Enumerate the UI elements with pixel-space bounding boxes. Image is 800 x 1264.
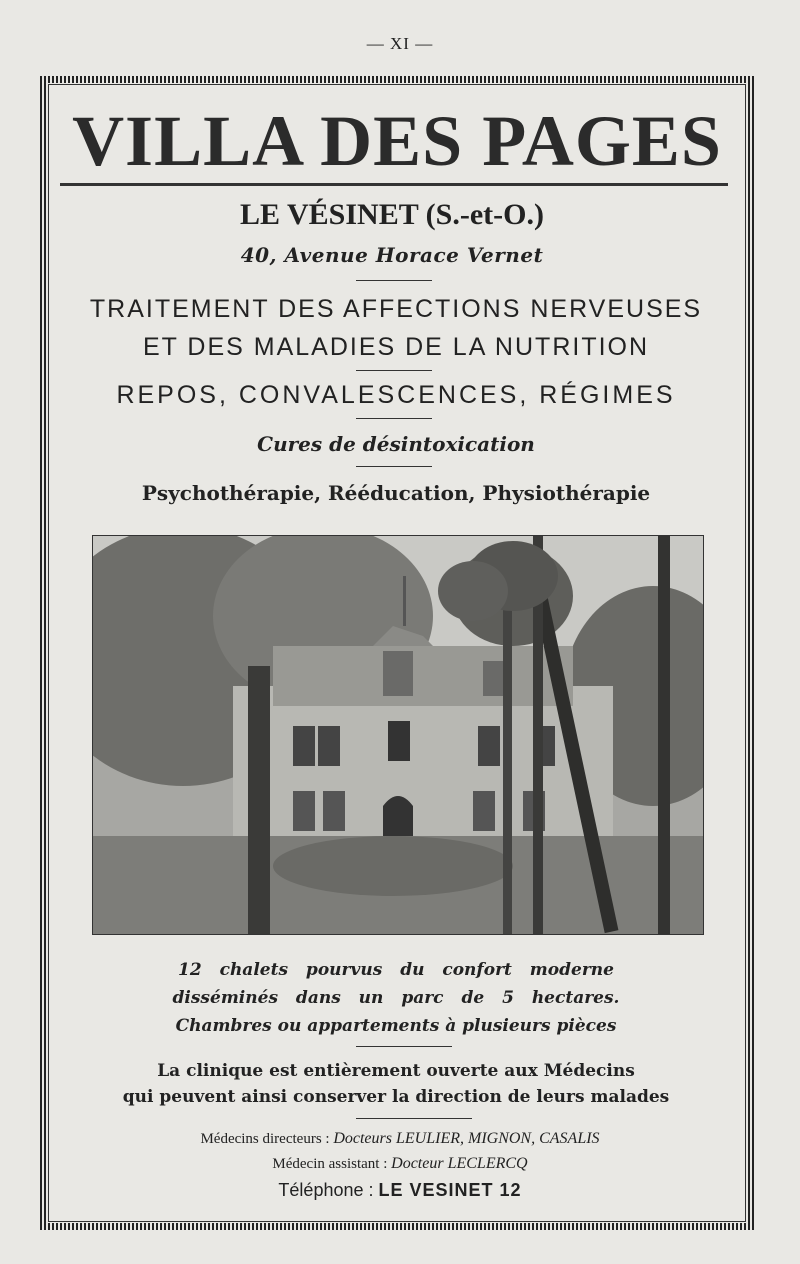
description-line-1: 12 chalets pourvus du confort moderne <box>178 960 614 980</box>
divider <box>356 1046 452 1047</box>
divider <box>356 280 432 281</box>
telephone-label: Téléphone : <box>278 1180 374 1200</box>
cures-line: Cures de désintoxication <box>257 432 535 456</box>
city-heading: LE VÉSINET (S.-et-O.) <box>240 198 544 231</box>
assistant-label: Médecin assistant : <box>272 1156 388 1172</box>
divider <box>356 370 432 371</box>
description-line-3: Chambres ou appartements à plusieurs pièces <box>175 1016 617 1036</box>
divider <box>356 466 432 467</box>
specialty-line-2: ET DES MALADIES DE LA NUTRITION <box>142 333 650 361</box>
title-rule <box>60 183 728 186</box>
specialty-line-3: REPOS, CONVALESCENCES, RÉGIMES <box>116 381 676 409</box>
telephone-line <box>0 1180 800 1201</box>
divider <box>356 418 432 419</box>
specialty-line-1: TRAITEMENT DES AFFECTIONS NERVEUSES <box>89 295 703 323</box>
page-number: — XI — <box>366 34 434 53</box>
directors-label: Médecins directeurs : <box>200 1131 330 1147</box>
villa-title: VILLA DES PAGES <box>72 101 722 181</box>
assistant-line <box>0 1155 800 1173</box>
villa-photograph <box>92 535 704 935</box>
telephone-number: LE VESINET 12 <box>378 1180 522 1200</box>
description-line-2: disséminés dans un parc de 5 hectares. <box>172 988 620 1008</box>
directors-line <box>0 1130 800 1148</box>
directors-names: Docteurs LEULIER, MIGNON, CASALIS <box>333 1130 600 1147</box>
street-address: 40, Avenue Horace Vernet <box>240 243 544 267</box>
clinic-note-line-2: qui peuvent ainsi conserver la direction de leurs malades <box>122 1087 670 1107</box>
therapies-line: Psychothérapie, Rééducation, Physiothérapie <box>141 481 651 505</box>
assistant-name: Docteur LECLERCQ <box>391 1155 528 1172</box>
villa-photo-illustration <box>93 536 704 935</box>
divider <box>356 1118 472 1119</box>
clinic-note-line-1: La clinique est entièrement ouverte aux Médecins <box>157 1061 635 1081</box>
